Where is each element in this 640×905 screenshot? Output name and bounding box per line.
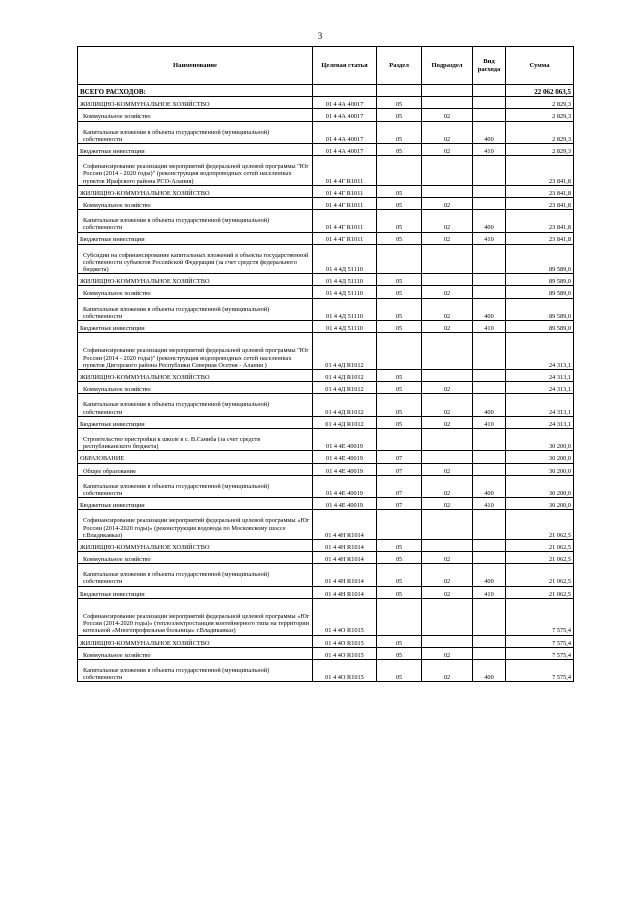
header-expense-type: Вид расхода [473,47,506,85]
row-name: Софинансирование реализации мероприятий федеральной целевой программы "Юг России (2014 - 2020 годы)" (реконструкция водопроводных сетей населенных пунктов Ирафского района РСО-Алания) [78,156,313,186]
row-section: 05 [377,564,422,586]
row-article: 01 4 4Д R1012 [313,416,377,428]
row-name: ЖИЛИЩНО-КОММУНАЛЬНОЕ ХОЗЯЙСТВО [78,635,313,647]
table-row [78,244,574,274]
row-expense-type [473,333,506,370]
row-subsection [422,598,473,635]
table-header-row [78,47,574,85]
row-amount: 7 575,4 [506,635,574,647]
row-article: 01 4 4О R1015 [313,647,377,659]
row-section: 05 [377,370,422,382]
row-amount: 24 313,1 [506,370,574,382]
row-article: 01 4 4Н R1014 [313,539,377,551]
row-expense-type [473,598,506,635]
row-section: 05 [377,210,422,232]
row-name: Капитальные вложения в объекты государственной (муниципальной) собственности [78,121,313,143]
row-expense-type [473,382,506,394]
row-amount: 23 841,8 [506,185,574,197]
row-section: 05 [377,143,422,155]
row-section: 05 [377,647,422,659]
table-row [78,156,574,186]
row-article: 01 4 4Е 40019 [313,451,377,463]
row-expense-type [473,451,506,463]
row-subsection [422,333,473,370]
row-subsection [422,510,473,540]
table-row [78,416,574,428]
row-article: 01 4 4О R1015 [313,598,377,635]
row-name: Капитальные вложения в объекты государственной (муниципальной) собственности [78,298,313,320]
row-expense-type [473,197,506,209]
row-name: Коммунальное хозяйство [78,552,313,564]
header-article: Целевая статья [313,47,377,85]
row-expense-type [473,85,506,97]
table-row [78,121,574,143]
row-expense-type: 400 [473,121,506,143]
row-section: 07 [377,451,422,463]
row-section: 05 [377,321,422,333]
row-expense-type: 400 [473,564,506,586]
row-expense-type [473,463,506,475]
row-name: ЖИЛИЩНО-КОММУНАЛЬНОЕ ХОЗЯЙСТВО [78,185,313,197]
row-section: 05 [377,635,422,647]
table-row [78,109,574,121]
row-amount: 21 062,5 [506,552,574,564]
table-row [78,552,574,564]
table-row [78,274,574,286]
row-expense-type [473,552,506,564]
row-name: Бюджетные инвестиции [78,232,313,244]
row-subsection [422,274,473,286]
row-article: 01 4 4Д 51110 [313,244,377,274]
table-row [78,298,574,320]
table-row [78,586,574,598]
table-row [78,598,574,635]
row-subsection [422,85,473,97]
row-article: 01 4 4Д 51110 [313,286,377,298]
row-name: Бюджетные инвестиции [78,143,313,155]
row-expense-type [473,510,506,540]
row-subsection: 02 [422,109,473,121]
row-subsection [422,185,473,197]
row-section [377,510,422,540]
row-amount: 30 200,0 [506,428,574,450]
row-section: 05 [377,539,422,551]
row-name: ЖИЛИЩНО-КОММУНАЛЬНОЕ ХОЗЯЙСТВО [78,539,313,551]
row-section: 05 [377,197,422,209]
table-row [78,647,574,659]
row-subsection [422,539,473,551]
row-amount: 7 575,4 [506,598,574,635]
row-amount: 24 313,1 [506,382,574,394]
row-name: ОБРАЗОВАНИЕ [78,451,313,463]
row-subsection: 02 [422,197,473,209]
row-article: 01 4 4Н R1014 [313,564,377,586]
row-amount: 30 200,0 [506,451,574,463]
row-subsection: 02 [422,498,473,510]
row-subsection: 02 [422,143,473,155]
row-subsection: 02 [422,586,473,598]
row-name: Коммунальное хозяйство [78,286,313,298]
row-article: 01 4 4Н R1014 [313,586,377,598]
row-section [377,598,422,635]
row-subsection: 02 [422,232,473,244]
row-article: 01 4 4Д R1012 [313,333,377,370]
table-row [78,510,574,540]
row-article: 01 4 4Г R1011 [313,232,377,244]
row-expense-type: 400 [473,394,506,416]
row-article: 01 4 4Е 40019 [313,428,377,450]
table-row [78,475,574,497]
row-subsection [422,156,473,186]
row-name: Субсидии на софинансирование капитальных вложений в объекты государственной собственности субъектов Российской Федерации (за счет средств федерального бюджета) [78,244,313,274]
total-row [78,85,574,97]
row-expense-type [473,156,506,186]
table-row [78,498,574,510]
row-section: 05 [377,109,422,121]
row-article: 01 4 4Е 40019 [313,475,377,497]
row-expense-type [473,635,506,647]
table-row [78,394,574,416]
row-amount: 21 062,5 [506,586,574,598]
row-name: ЖИЛИЩНО-КОММУНАЛЬНОЕ ХОЗЯЙСТВО [78,274,313,286]
row-section: 07 [377,498,422,510]
row-article: 01 4 4Н R1014 [313,552,377,564]
row-article: 01 4 4О R1015 [313,635,377,647]
row-section: 05 [377,185,422,197]
row-amount: 24 313,1 [506,394,574,416]
row-article: 01 4 4Е 40019 [313,498,377,510]
row-subsection: 02 [422,475,473,497]
row-section [377,333,422,370]
row-section [377,156,422,186]
row-name: Коммунальное хозяйство [78,109,313,121]
row-subsection [422,244,473,274]
row-article: 01 4 4Д R1012 [313,394,377,416]
table-row [78,428,574,450]
row-name: Бюджетные инвестиции [78,586,313,598]
row-amount: 23 841,8 [506,156,574,186]
row-section: 05 [377,121,422,143]
row-name: Капитальные вложения в объекты государственной (муниципальной) собственности [78,564,313,586]
row-expense-type: 410 [473,416,506,428]
row-amount: 23 841,8 [506,232,574,244]
row-amount: 24 313,1 [506,333,574,370]
row-amount: 89 589,0 [506,274,574,286]
row-name: Капитальные вложения в объекты государственной (муниципальной) собственности [78,475,313,497]
row-article: 01 4 4Д 51110 [313,274,377,286]
row-amount: 24 313,1 [506,416,574,428]
row-expense-type: 410 [473,143,506,155]
row-amount: 2 829,3 [506,121,574,143]
row-section [377,85,422,97]
table-row [78,232,574,244]
row-section: 05 [377,298,422,320]
row-expense-type [473,274,506,286]
row-amount: 89 589,0 [506,321,574,333]
row-article [313,85,377,97]
row-article: 01 4 4О R1015 [313,660,377,682]
row-section: 05 [377,232,422,244]
row-name: Бюджетные инвестиции [78,416,313,428]
header-name: Наименование [78,47,313,85]
row-name: Строительство пристройки к школе в с. В.Саниба (за счет средств республиканского бюджета) [78,428,313,450]
table-row [78,210,574,232]
row-expense-type: 400 [473,475,506,497]
expenditure-table [77,46,574,682]
row-amount: 89 589,0 [506,244,574,274]
row-subsection: 02 [422,210,473,232]
row-amount: 89 589,0 [506,298,574,320]
row-section: 05 [377,586,422,598]
row-expense-type [473,97,506,109]
row-subsection [422,428,473,450]
row-name: Капитальные вложения в объекты государственной (муниципальной) собственности [78,210,313,232]
row-name: Софинансирование реализации мероприятий федеральной целевой программы "Юг России (2014 - 2020 годы)" (реконструкция водопроводных сетей населенных пунктов Дигорского района Республики Северная Осетия - Алания ) [78,333,313,370]
row-name: ЖИЛИЩНО-КОММУНАЛЬНОЕ ХОЗЯЙСТВО [78,97,313,109]
row-expense-type: 410 [473,586,506,598]
row-article: 01 4 4А 40017 [313,109,377,121]
row-subsection [422,451,473,463]
row-amount: 21 062,5 [506,564,574,586]
row-expense-type [473,109,506,121]
row-section [377,428,422,450]
row-amount: 23 841,8 [506,210,574,232]
row-article: 01 4 4Д R1012 [313,370,377,382]
table-row [78,635,574,647]
row-amount: 30 200,0 [506,475,574,497]
row-amount: 21 062,5 [506,539,574,551]
table-row [78,451,574,463]
row-name: Бюджетные инвестиции [78,498,313,510]
row-subsection [422,370,473,382]
row-article: 01 4 4А 40017 [313,121,377,143]
row-section: 05 [377,394,422,416]
header-subsection: Подраздел [422,47,473,85]
table-row [78,660,574,682]
row-section: 05 [377,97,422,109]
table-row [78,463,574,475]
row-amount: 30 200,0 [506,498,574,510]
row-expense-type: 400 [473,660,506,682]
table-row [78,286,574,298]
row-amount: 7 575,4 [506,660,574,682]
row-subsection: 02 [422,463,473,475]
row-expense-type [473,647,506,659]
row-amount: 7 575,4 [506,647,574,659]
row-section: 05 [377,382,422,394]
row-article: 01 4 4Е 40019 [313,463,377,475]
table-row [78,97,574,109]
row-expense-type [473,185,506,197]
table-row [78,333,574,370]
row-amount: 21 062,5 [506,510,574,540]
table-row [78,321,574,333]
row-expense-type: 400 [473,210,506,232]
row-article: 01 4 4Г R1011 [313,156,377,186]
header-section: Раздел [377,47,422,85]
row-subsection [422,97,473,109]
row-article: 01 4 4Д 51110 [313,298,377,320]
row-section: 05 [377,286,422,298]
row-section: 05 [377,552,422,564]
row-section: 05 [377,660,422,682]
row-section: 05 [377,416,422,428]
row-name: ВСЕГО РАСХОДОВ: [78,85,313,97]
row-article: 01 4 4Г R1011 [313,210,377,232]
row-subsection: 02 [422,321,473,333]
table-row [78,539,574,551]
row-article: 01 4 4А 40017 [313,143,377,155]
row-article: 01 4 4Д 51110 [313,321,377,333]
row-subsection: 02 [422,298,473,320]
row-subsection: 02 [422,564,473,586]
table-row [78,143,574,155]
row-name: Коммунальное хозяйство [78,647,313,659]
row-amount: 30 200,0 [506,463,574,475]
row-section: 07 [377,463,422,475]
row-name: Софинансирование реализации мероприятий федеральной целевой программы «Юг России (2014-2020 годы)» (реконструкция водовода по Московскому шоссе г.Владикавказ) [78,510,313,540]
row-expense-type [473,539,506,551]
row-expense-type [473,286,506,298]
row-article: 01 4 4Г R1011 [313,197,377,209]
row-expense-type: 410 [473,232,506,244]
row-amount: 2 829,3 [506,143,574,155]
row-name: Капитальные вложения в объекты государственной (муниципальной) собственности [78,394,313,416]
table-row [78,185,574,197]
row-article: 01 4 4Н R1014 [313,510,377,540]
row-subsection: 02 [422,647,473,659]
row-article: 01 4 4Д R1012 [313,382,377,394]
table-row [78,370,574,382]
row-expense-type [473,370,506,382]
row-subsection: 02 [422,121,473,143]
row-amount: 22 062 063,5 [506,85,574,97]
row-subsection: 02 [422,416,473,428]
row-name: Бюджетные инвестиции [78,321,313,333]
row-amount: 89 589,0 [506,286,574,298]
row-name: Общее образование [78,463,313,475]
row-section: 05 [377,274,422,286]
row-expense-type: 410 [473,321,506,333]
row-article: 01 4 4Г R1011 [313,185,377,197]
row-expense-type [473,244,506,274]
row-subsection: 02 [422,394,473,416]
row-name: Коммунальное хозяйство [78,197,313,209]
table-body [78,85,574,682]
row-subsection: 02 [422,660,473,682]
table-row [78,197,574,209]
row-name: Капитальные вложения в объекты государственной (муниципальной) собственности [78,660,313,682]
table-row [78,564,574,586]
row-amount: 2 829,3 [506,97,574,109]
row-article: 01 4 4А 40017 [313,97,377,109]
row-subsection: 02 [422,552,473,564]
row-subsection: 02 [422,382,473,394]
row-amount: 2 829,3 [506,109,574,121]
table-row [78,382,574,394]
page-number: 3 [317,31,323,41]
row-name: ЖИЛИЩНО-КОММУНАЛЬНОЕ ХОЗЯЙСТВО [78,370,313,382]
row-amount: 23 841,8 [506,197,574,209]
row-expense-type: 410 [473,498,506,510]
row-expense-type [473,428,506,450]
row-expense-type: 400 [473,298,506,320]
row-subsection [422,635,473,647]
row-section [377,244,422,274]
row-name: Коммунальное хозяйство [78,382,313,394]
row-section: 07 [377,475,422,497]
row-subsection: 02 [422,286,473,298]
header-amount: Сумма [506,47,574,85]
row-name: Софинансирование реализации мероприятий федеральной целевой программы «Юг России (2014-2020 годы)» (теплоэлектростанция контейнерного типа на территории котельной «Многопрофильная больница» г.Владикавказ) [78,598,313,635]
